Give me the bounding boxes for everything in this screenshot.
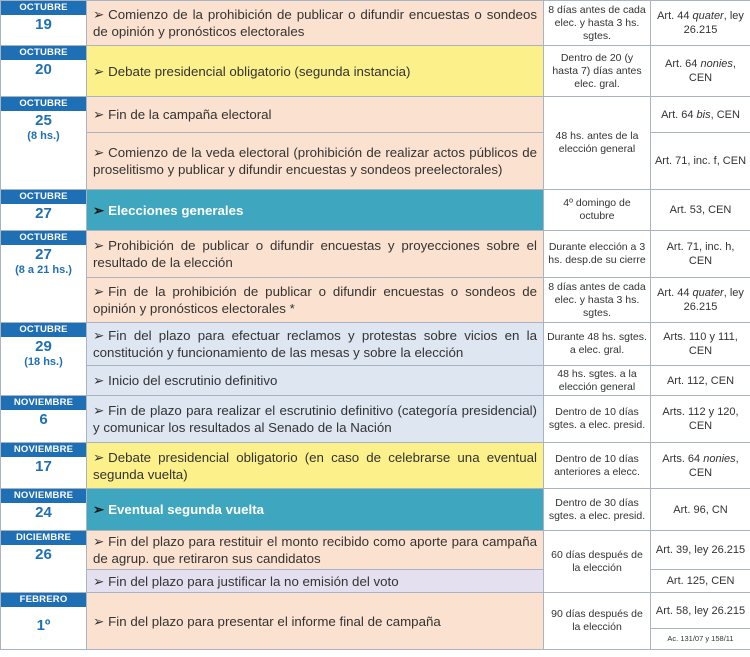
event-text: Fin del plazo para justificar la no emisión del voto: [108, 573, 399, 589]
month-label: OCTUBRE: [1, 46, 86, 60]
date-cell: [1, 190, 87, 231]
date-cell: [1, 593, 87, 650]
deadline-cell: Dentro de 10 días sgtes. a elec. presid.: [544, 396, 651, 443]
legal-reference: Art. 96, CN: [651, 489, 750, 531]
deadline-cell: Durante elección a 3 hs. desp.de su cierre: [544, 231, 651, 278]
event-description: [87, 133, 544, 190]
event-description: [87, 323, 544, 366]
legal-reference: Art. 64 nonies, CEN: [651, 46, 750, 97]
legal-reference: Art. 58, ley 26.215: [651, 593, 750, 629]
date-cell: [1, 231, 87, 323]
table-row: [1, 366, 750, 396]
arrow-bullet-icon: ➢: [93, 613, 105, 629]
date-cell: [1, 1, 87, 46]
arrow-bullet-icon: ➢: [93, 534, 105, 549]
arrow-bullet-icon: ➢: [93, 202, 105, 218]
deadline-cell: 90 días después de la elección: [544, 593, 651, 650]
deadline-cell: Dentro de 10 días anteriores a elecc.: [544, 443, 651, 489]
arrow-bullet-icon: ➢: [93, 107, 105, 122]
arrow-bullet-icon: ➢: [93, 7, 105, 22]
deadline-cell: Durante 48 hs. sgtes. a elec. gral.: [544, 323, 651, 366]
table-row: [1, 190, 750, 231]
day-number: 17: [35, 458, 52, 475]
legal-reference: Art. 44 quater, ley 26.215: [651, 1, 750, 46]
date-cell: [1, 531, 87, 593]
event-text: Fin del plazo para presentar el informe final de campaña: [108, 613, 441, 629]
table-row: [1, 323, 750, 366]
event-text: Debate presidencial obligatorio (en caso de celebrarse una eventual segunda vuelta): [93, 449, 537, 482]
event-text: Debate presidencial obligatorio (segunda instancia): [108, 63, 411, 79]
event-text: Inicio del escrutinio definitivo: [108, 373, 278, 388]
legal-reference: Arts. 110 y 111, CEN: [651, 323, 750, 366]
event-description: [87, 190, 544, 231]
arrow-bullet-icon: ➢: [93, 238, 105, 253]
event-description: [87, 278, 544, 323]
legal-reference: Arts. 64 nonies, CEN: [651, 443, 750, 489]
day-number: 6: [39, 411, 48, 428]
arrow-bullet-icon: ➢: [93, 502, 105, 517]
day-number: 27: [35, 205, 52, 222]
month-label: NOVIEMBRE: [1, 443, 86, 457]
month-label: OCTUBRE: [1, 231, 86, 245]
legal-reference-note: Ac. 131/07 y 158/11: [651, 629, 750, 650]
table-row: [1, 489, 750, 531]
legal-reference: Art. 39, ley 26.215: [651, 531, 750, 570]
arrow-bullet-icon: ➢: [93, 328, 105, 343]
legal-reference: Art. 71, inc. f, CEN: [651, 133, 750, 190]
event-text: Prohibición de publicar o difundir encuestas y proyecciones sobre el resultado de la elección: [93, 238, 537, 270]
deadline-cell: 48 hs. sgtes. a la elección general: [544, 366, 651, 396]
month-label: DICIEMBRE: [1, 531, 86, 545]
event-description: [87, 443, 544, 489]
deadline-cell: Dentro de 30 días sgtes. a elec. presid.: [544, 489, 651, 531]
table-row: [1, 97, 750, 133]
date-cell: [1, 46, 87, 97]
month-label: OCTUBRE: [1, 1, 86, 15]
legal-reference: Arts. 112 y 120, CEN: [651, 396, 750, 443]
event-text: Comienzo de la veda electoral (prohibición de realizar actos públicos de proselitismo y publicar y difundir encuestas y sondeos preelectorales): [93, 145, 537, 177]
table-row: [1, 531, 750, 570]
table-row: [1, 46, 750, 97]
arrow-bullet-icon: ➢: [93, 284, 105, 299]
arrow-bullet-icon: ➢: [93, 145, 105, 160]
month-label: OCTUBRE: [1, 97, 86, 111]
arrow-bullet-icon: ➢: [93, 449, 105, 465]
day-number: 24: [35, 504, 52, 521]
date-cell: [1, 443, 87, 489]
legal-reference: Art. 64 bis, CEN: [651, 97, 750, 133]
arrow-bullet-icon: ➢: [93, 373, 105, 388]
event-text: Fin del plazo para restituir el monto recibido como aporte para campaña de agrup. que retiraron sus candidatos: [93, 534, 537, 566]
arrow-bullet-icon: ➢: [93, 403, 105, 418]
day-number: 1º: [36, 617, 51, 634]
month-label: NOVIEMBRE: [1, 396, 86, 410]
table-row: [1, 1, 750, 46]
day-number: 20: [35, 61, 52, 78]
event-description: [87, 97, 544, 133]
time-sublabel: (8 a 21 hs.): [15, 264, 72, 276]
event-text: Fin de la prohibición de publicar o difundir encuestas o sondeos de opinión y pronósticos electorales *: [93, 284, 537, 316]
legal-reference: Art. 44 quater, ley 26.215: [651, 278, 750, 323]
deadline-cell: 4º domingo de octubre: [544, 190, 651, 231]
month-label: OCTUBRE: [1, 323, 86, 337]
date-cell: [1, 97, 87, 190]
date-cell: [1, 323, 87, 396]
legal-reference: Art. 71, inc. h, CEN: [651, 231, 750, 278]
event-text: Eventual segunda vuelta: [108, 502, 265, 517]
table-row: [1, 278, 750, 323]
deadline-cell: Dentro de 20 (y hasta 7) días antes elec. gral.: [544, 46, 651, 97]
deadline-cell: 60 días después de la elección: [544, 531, 651, 593]
event-text: Fin del plazo para efectuar reclamos y protestas sobre vicios en la constitución y funcionamiento de las mesas y sobre la elección: [93, 328, 537, 360]
event-description: [87, 46, 544, 97]
event-text: Elecciones generales: [108, 202, 244, 218]
day-number: 26: [35, 546, 52, 563]
event-description: [87, 396, 544, 443]
day-number: 27: [35, 246, 52, 263]
day-number: 29: [35, 338, 52, 355]
arrow-bullet-icon: ➢: [93, 573, 105, 589]
table-row: [1, 396, 750, 443]
event-description: [87, 489, 544, 531]
time-sublabel: (8 hs.): [27, 130, 60, 142]
table-row: [1, 231, 750, 278]
month-label: OCTUBRE: [1, 190, 86, 204]
event-text: Fin de plazo para realizar el escrutinio definitivo (categoría presidencial) y comunicar los resultados al Senado de la Nación: [93, 403, 537, 435]
event-text: Comienzo de la prohibición de publicar o difundir encuestas o sondeos de opinión y pronósticos electorales: [93, 7, 537, 39]
arrow-bullet-icon: ➢: [93, 63, 105, 79]
event-description: [87, 531, 544, 570]
month-label: NOVIEMBRE: [1, 489, 86, 503]
day-number: 25: [35, 112, 52, 129]
event-text: Fin de la campaña electoral: [108, 107, 272, 122]
legal-reference: Art. 112, CEN: [651, 366, 750, 396]
event-description: [87, 1, 544, 46]
time-sublabel: (18 hs.): [24, 356, 63, 368]
event-description: [87, 231, 544, 278]
month-label: FEBRERO: [1, 593, 86, 607]
table-row: [1, 443, 750, 489]
deadline-cell: 48 hs. antes de la elección general: [544, 97, 651, 190]
deadline-cell: 8 días antes de cada elec. y hasta 3 hs. sgtes.: [544, 1, 651, 46]
legal-reference: Art. 125, CEN: [651, 570, 750, 593]
date-cell: [1, 489, 87, 531]
event-description: [87, 570, 544, 593]
deadline-cell: 8 días antes de cada elec. y hasta 3 hs. sgtes.: [544, 278, 651, 323]
table-row: [1, 593, 750, 629]
day-number: 19: [35, 16, 52, 33]
event-description: [87, 593, 544, 650]
event-description: [87, 366, 544, 396]
legal-reference: Art. 53, CEN: [651, 190, 750, 231]
date-cell: [1, 396, 87, 443]
